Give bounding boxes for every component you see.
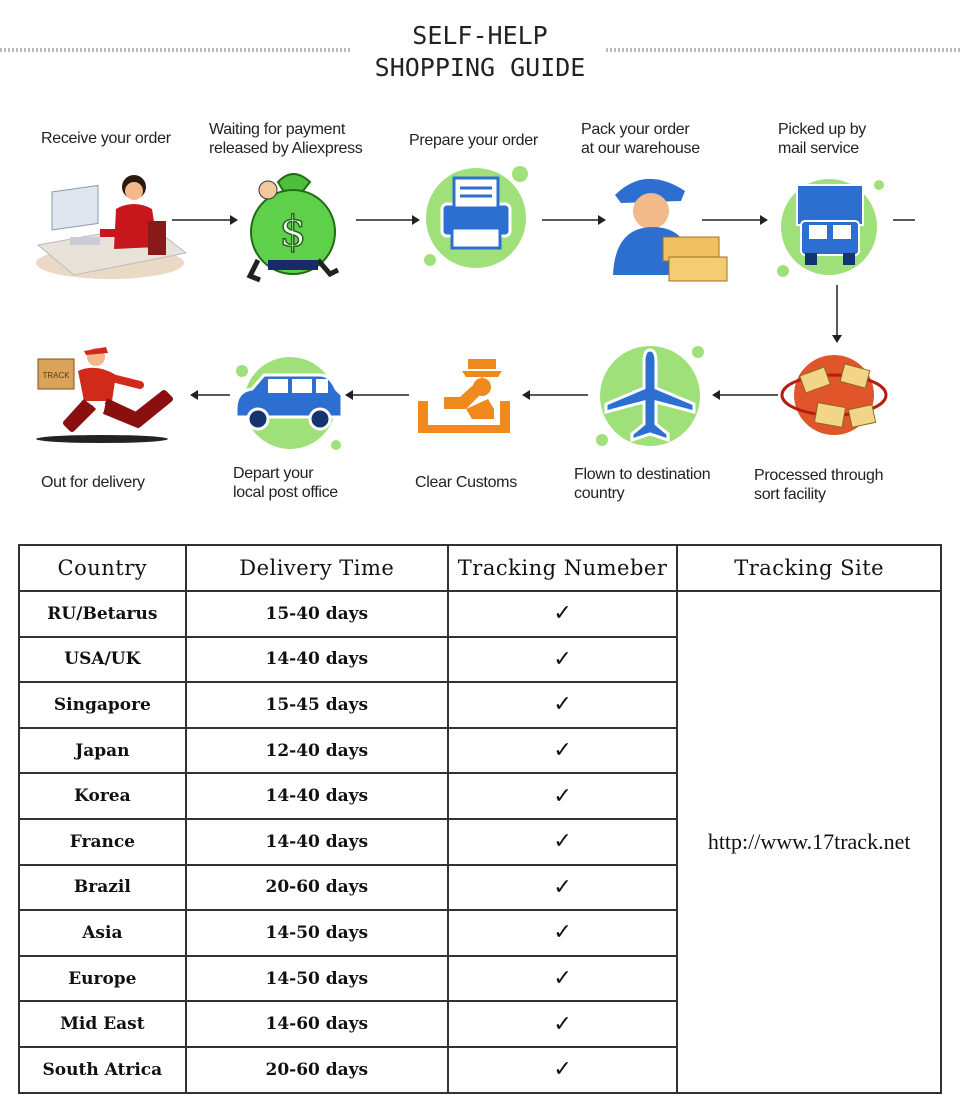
check-icon: ✓ <box>448 910 677 956</box>
check-icon: ✓ <box>448 591 677 637</box>
running-courier-icon <box>32 345 188 445</box>
country-cell: Europe <box>19 956 186 1002</box>
step-depart-line1: Depart your <box>233 465 314 482</box>
svg-text:TRACK: TRACK <box>42 371 70 380</box>
delivery-time-cell: 15-40 days <box>186 591 448 637</box>
delivery-time-cell: 14-40 days <box>186 819 448 865</box>
delivery-time-cell: 14-50 days <box>186 956 448 1002</box>
step-label-payment <box>209 120 363 158</box>
delivery-time-cell: 20-60 days <box>186 865 448 911</box>
table-header-row <box>19 545 941 591</box>
check-icon: ✓ <box>448 682 677 728</box>
step-label-pack <box>581 120 700 158</box>
header-delivery-time: Delivery Time <box>186 545 448 591</box>
arrow-left-icon <box>712 389 778 401</box>
header-tracking-site: Tracking Site <box>677 545 941 591</box>
check-icon: ✓ <box>448 956 677 1002</box>
country-cell: RU/Betarus <box>19 591 186 637</box>
step-pickup-line1: Picked up by <box>778 121 867 138</box>
country-cell: Korea <box>19 773 186 819</box>
header-tracking-number: Tracking Numeber <box>448 545 677 591</box>
step-pack-line1: Pack your order <box>581 121 690 138</box>
car-icon <box>228 355 350 455</box>
arrow-connector <box>893 214 915 226</box>
delivery-time-cell: 14-60 days <box>186 1001 448 1047</box>
svg-text:$: $ <box>279 207 307 256</box>
country-cell: Asia <box>19 910 186 956</box>
country-cell: Singapore <box>19 682 186 728</box>
step-label-prepare <box>409 131 538 150</box>
check-icon: ✓ <box>448 728 677 774</box>
step-label-flown <box>574 465 710 503</box>
arrow-right-icon <box>702 214 768 226</box>
arrow-right-icon <box>356 214 420 226</box>
title-line-1: SELF-HELP <box>412 21 548 50</box>
step-label-depart <box>233 464 338 502</box>
delivery-time-cell: 20-60 days <box>186 1047 448 1093</box>
step-label-pickup <box>778 120 866 158</box>
step-depart-line2: local post office <box>233 484 338 501</box>
check-icon: ✓ <box>448 773 677 819</box>
step-label-receive <box>41 129 171 148</box>
delivery-time-cell: 14-40 days <box>186 637 448 683</box>
table-row <box>19 591 941 637</box>
check-icon: ✓ <box>448 637 677 683</box>
step-pickup-line2: mail service <box>778 140 859 157</box>
country-cell: South Atrica <box>19 1047 186 1093</box>
step-payment-line2: released by Aliexpress <box>209 140 363 157</box>
truck-icon <box>775 175 885 280</box>
arrow-down-icon <box>831 285 843 343</box>
header-country: Country <box>19 545 186 591</box>
step-receive-line1: Receive your order <box>41 130 171 147</box>
step-customs-line1: Clear Customs <box>415 474 517 491</box>
country-cell: USA/UK <box>19 637 186 683</box>
arrow-left-icon <box>522 389 588 401</box>
delivery-time-cell: 15-45 days <box>186 682 448 728</box>
globe-mail-icon <box>780 345 890 445</box>
country-cell: France <box>19 819 186 865</box>
step-flown-line2: country <box>574 485 625 502</box>
step-label-sort <box>754 466 883 504</box>
airplane-icon <box>592 340 710 450</box>
step-payment-line1: Waiting for payment <box>209 121 345 138</box>
country-cell: Japan <box>19 728 186 774</box>
person-at-computer-icon <box>30 165 190 285</box>
title-line-2: SHOPPING GUIDE <box>374 53 586 82</box>
step-sort-line1: Processed through <box>754 467 884 484</box>
delivery-time-cell: 12-40 days <box>186 728 448 774</box>
step-label-delivery <box>41 473 145 492</box>
country-cell: Brazil <box>19 865 186 911</box>
page-title <box>0 20 960 84</box>
step-delivery-line1: Out for delivery <box>41 474 145 491</box>
money-bag-icon <box>238 160 348 285</box>
step-label-customs <box>415 473 517 492</box>
step-prepare-line1: Prepare your order <box>409 132 538 149</box>
step-flown-line1: Flown to destination <box>574 466 711 483</box>
worker-with-boxes-icon <box>605 165 730 287</box>
delivery-time-cell: 14-50 days <box>186 910 448 956</box>
check-icon: ✓ <box>448 865 677 911</box>
check-icon: ✓ <box>448 819 677 865</box>
step-sort-line2: sort facility <box>754 486 826 503</box>
arrow-left-icon <box>190 389 230 401</box>
printer-icon <box>420 160 535 280</box>
arrow-right-icon <box>542 214 606 226</box>
delivery-time-cell: 14-40 days <box>186 773 448 819</box>
step-pack-line2: at our warehouse <box>581 140 700 157</box>
country-cell: Mid East <box>19 1001 186 1047</box>
tracking-site-cell: http://www.17track.net <box>677 591 941 1093</box>
arrow-right-icon <box>172 214 238 226</box>
check-icon: ✓ <box>448 1047 677 1093</box>
customs-officer-icon <box>414 357 514 442</box>
shipping-table <box>18 544 942 1094</box>
check-icon: ✓ <box>448 1001 677 1047</box>
arrow-left-icon <box>345 389 409 401</box>
